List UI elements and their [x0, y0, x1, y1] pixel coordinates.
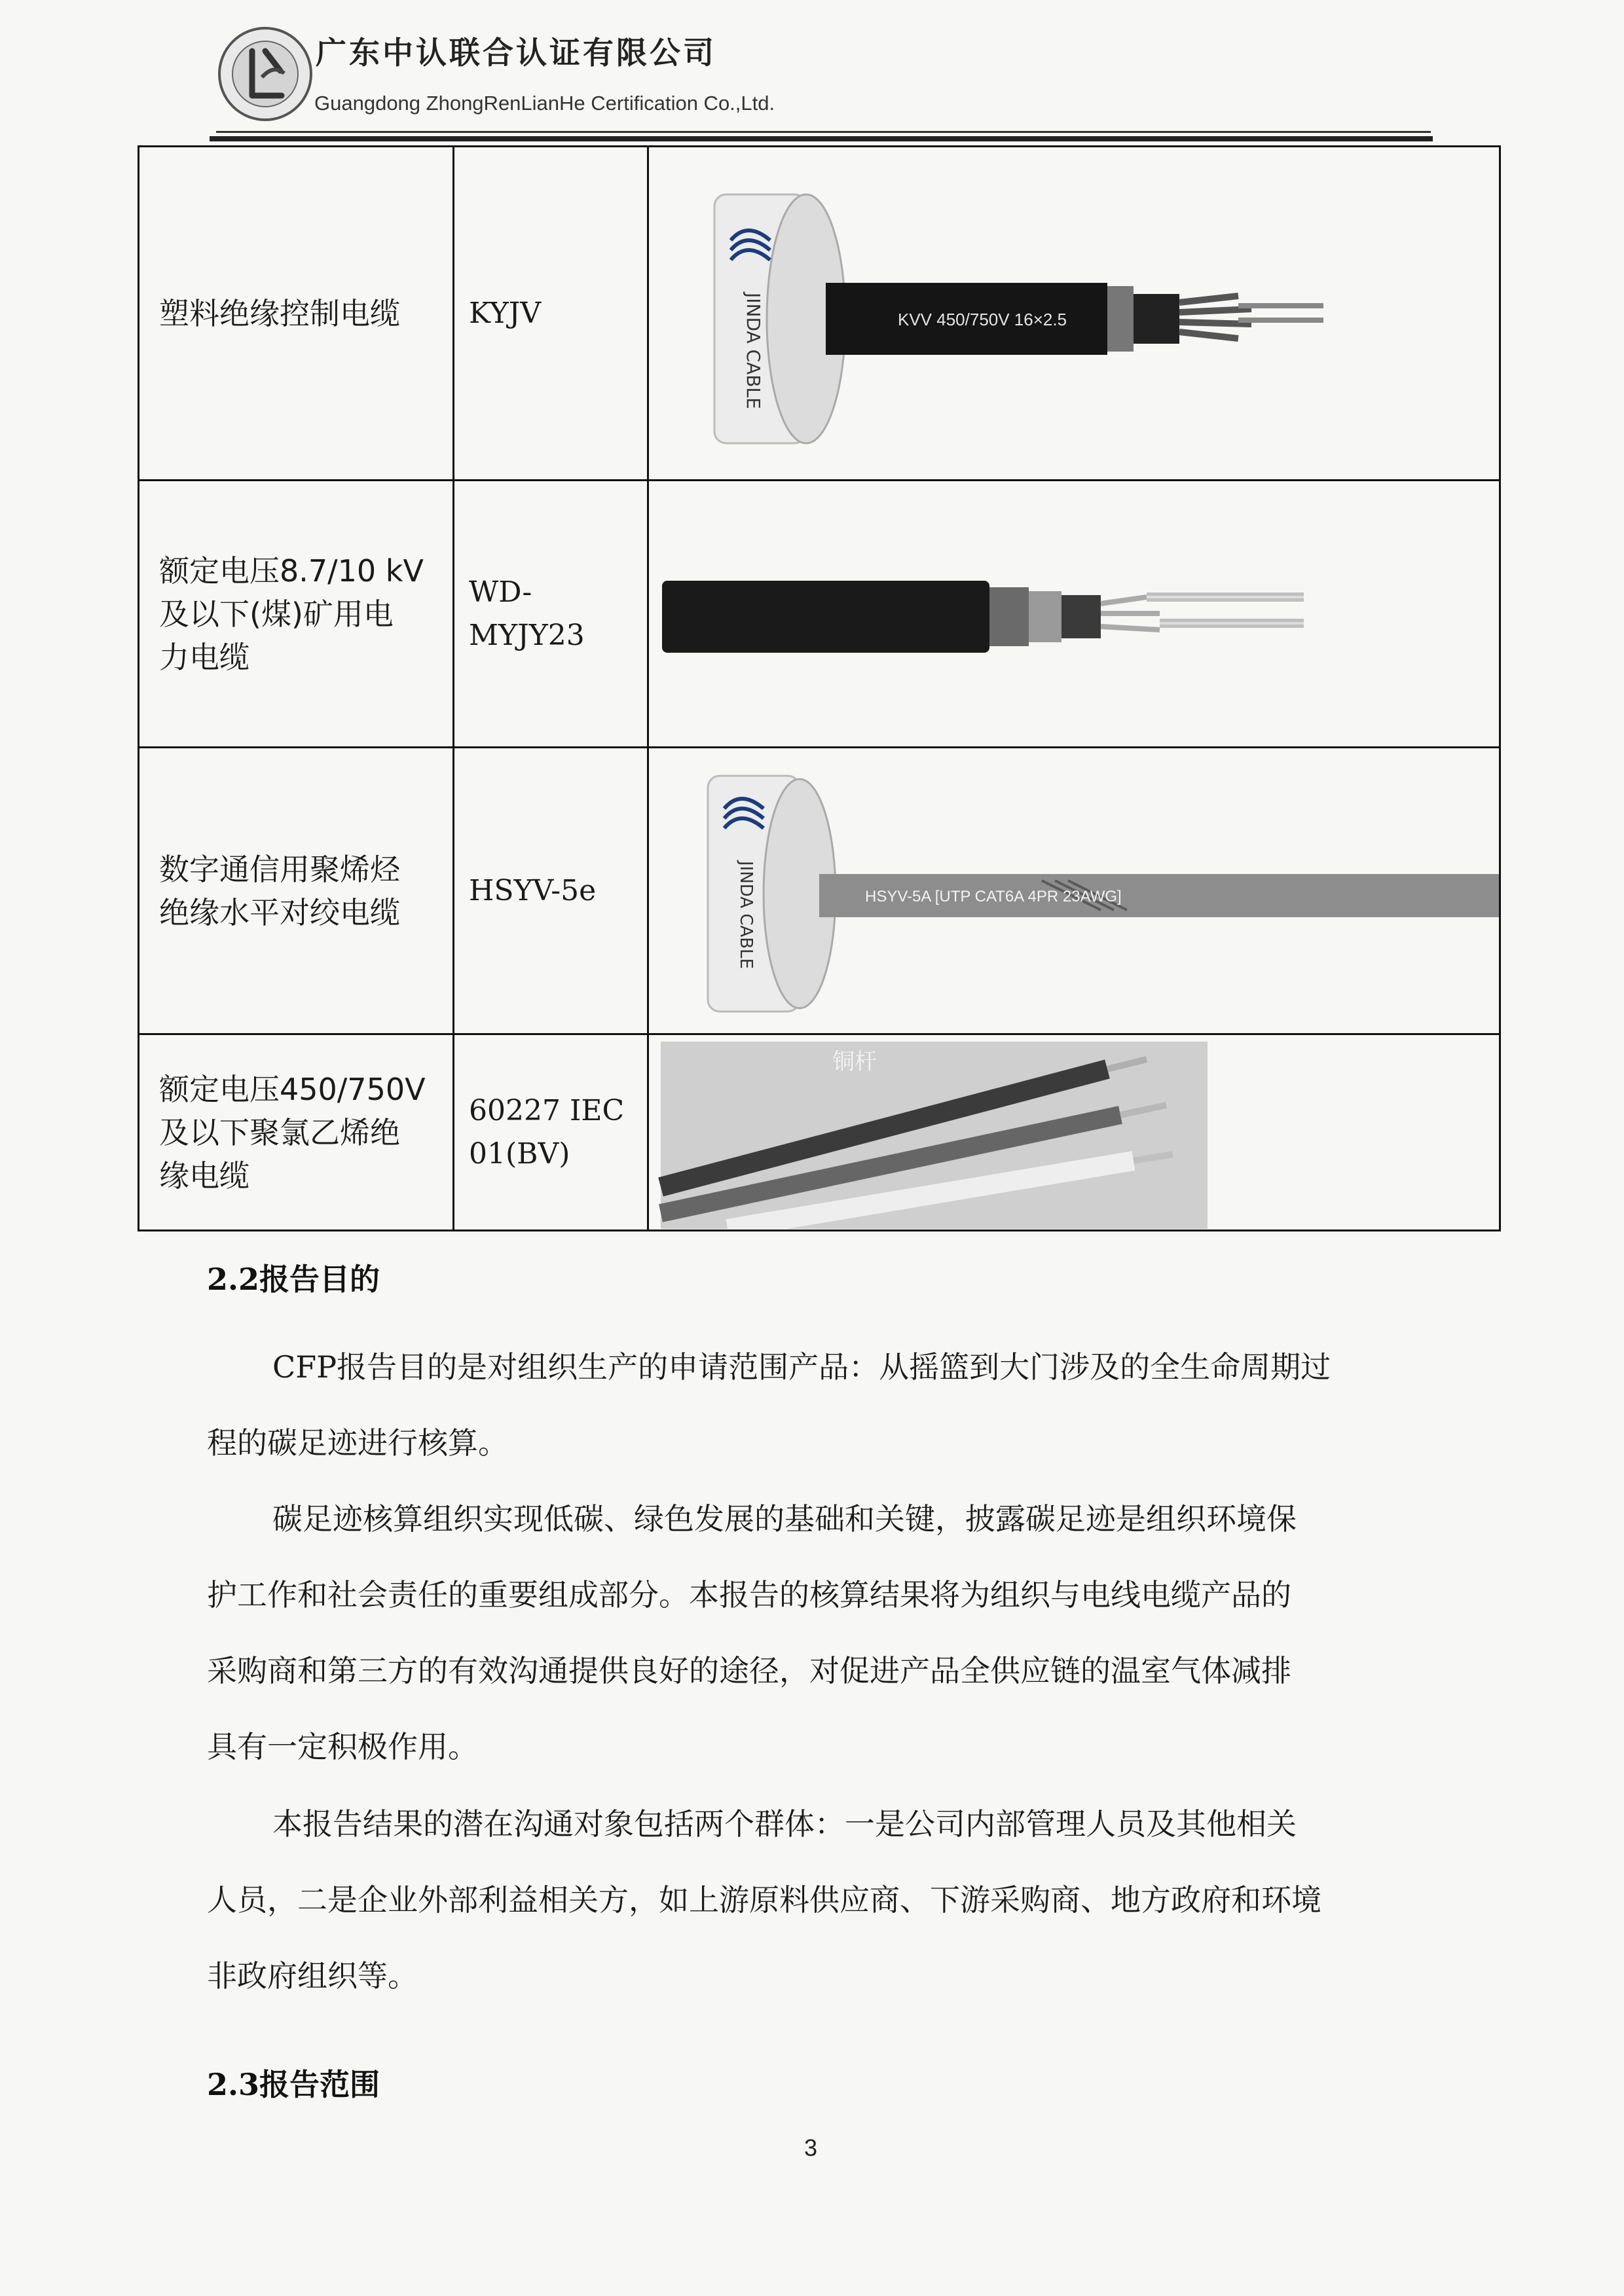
product-name-cell	[139, 1034, 454, 1231]
header-rule-thick	[210, 136, 1433, 141]
overlay-label: 铜杆	[832, 1048, 877, 1075]
product-model-line: KYJV	[469, 296, 542, 330]
paragraph-line: 本报告结果的潜在沟通对象包括两个群体：一是公司内部管理人员及其他相关	[272, 1806, 1297, 1842]
product-name-line: 及以下(煤)矿用电	[159, 596, 394, 632]
product-name-line: 额定电压450/750V	[159, 1071, 426, 1107]
product-name-line: 缘电缆	[159, 1157, 249, 1194]
paragraph-purpose-2	[207, 1481, 1425, 1785]
section-heading-2-3: 2.3报告范围	[207, 2067, 380, 2102]
paragraph-line: 护工作和社会责任的重要组成部分。本报告的核算结果将为组织与电线电缆产品的	[207, 1577, 1291, 1613]
product-table	[138, 145, 1501, 1231]
product-model-cell	[454, 147, 648, 481]
paragraph-line: 非政府组织等。	[207, 1958, 418, 1994]
product-image-cell	[648, 481, 1500, 748]
header-rule-thin	[216, 131, 1431, 133]
brand-label: JINDA CABLE	[736, 860, 756, 969]
paragraph-line: 人员，二是企业外部利益相关方，如上游原料供应商、下游采购商、地方政府和环境	[207, 1882, 1321, 1918]
page-number: 3	[804, 2134, 818, 2161]
paragraph-line: 具有一定积极作用。	[207, 1729, 478, 1764]
cable-print-label: KVV 450/750V 16×2.5	[898, 309, 1067, 329]
product-name-line: 力电缆	[159, 639, 249, 675]
company-name-en: Guangdong ZhongRenLianHe Certification Co.,Ltd.	[314, 92, 775, 115]
product-model-cell	[454, 481, 648, 748]
company-logo-seal	[216, 25, 314, 123]
control-cable-photo	[649, 149, 1500, 479]
product-name-cell	[139, 147, 454, 481]
table-row	[139, 1034, 1500, 1231]
product-name-line: 及以下聚氯乙烯绝	[159, 1114, 400, 1150]
paragraph-purpose-3	[207, 1786, 1425, 2014]
twisted-pair-cable-photo	[649, 750, 1500, 1032]
product-model-line: WD-MYJY23	[469, 575, 585, 652]
product-name-line: 数字通信用聚烯烃	[159, 851, 400, 887]
paragraph-line: 程的碳足迹进行核算。	[207, 1425, 508, 1461]
section-heading-2-2: 2.2报告目的	[207, 1262, 380, 1297]
paragraph-line: CFP报告目的是对组织生产的申请范围产品：从摇篮到大门涉及的全生命周期过	[272, 1349, 1331, 1385]
table-row	[139, 147, 1500, 481]
product-name-line: 塑料绝缘控制电缆	[159, 295, 400, 331]
product-model-line: HSYV-5e	[469, 873, 597, 907]
product-image-cell	[648, 748, 1500, 1034]
product-name-cell	[139, 481, 454, 748]
product-image-cell	[648, 1034, 1500, 1231]
brand-label: JINDA CABLE	[743, 292, 764, 409]
product-model-cell	[454, 1034, 648, 1231]
product-name-cell	[139, 748, 454, 1034]
cable-print-label: HSYV-5A [UTP CAT6A 4PR 23AWG]	[865, 887, 1122, 905]
paragraph-line: 碳足迹核算组织实现低碳、绿色发展的基础和关键，披露碳足迹是组织环境保	[272, 1501, 1297, 1537]
bv-wire-photo	[649, 1036, 1500, 1229]
company-name-cn: 广东中认联合认证有限公司	[316, 35, 716, 71]
product-name-line: 绝缘水平对绞电缆	[159, 894, 400, 930]
product-model-line: 01(BV)	[469, 1137, 570, 1171]
product-image-cell	[648, 147, 1500, 481]
table-row	[139, 748, 1500, 1034]
table-row	[139, 481, 1500, 748]
mining-power-cable-photo	[649, 483, 1500, 746]
product-name-line: 额定电压8.7/10 kV	[159, 553, 424, 589]
paragraph-line: 采购商和第三方的有效沟通提供良好的途径，对促进产品全供应链的温室气体减排	[207, 1653, 1291, 1688]
product-model-cell	[454, 748, 648, 1034]
product-model-line: 60227 IEC	[469, 1093, 625, 1127]
paragraph-purpose-1	[207, 1329, 1425, 1481]
